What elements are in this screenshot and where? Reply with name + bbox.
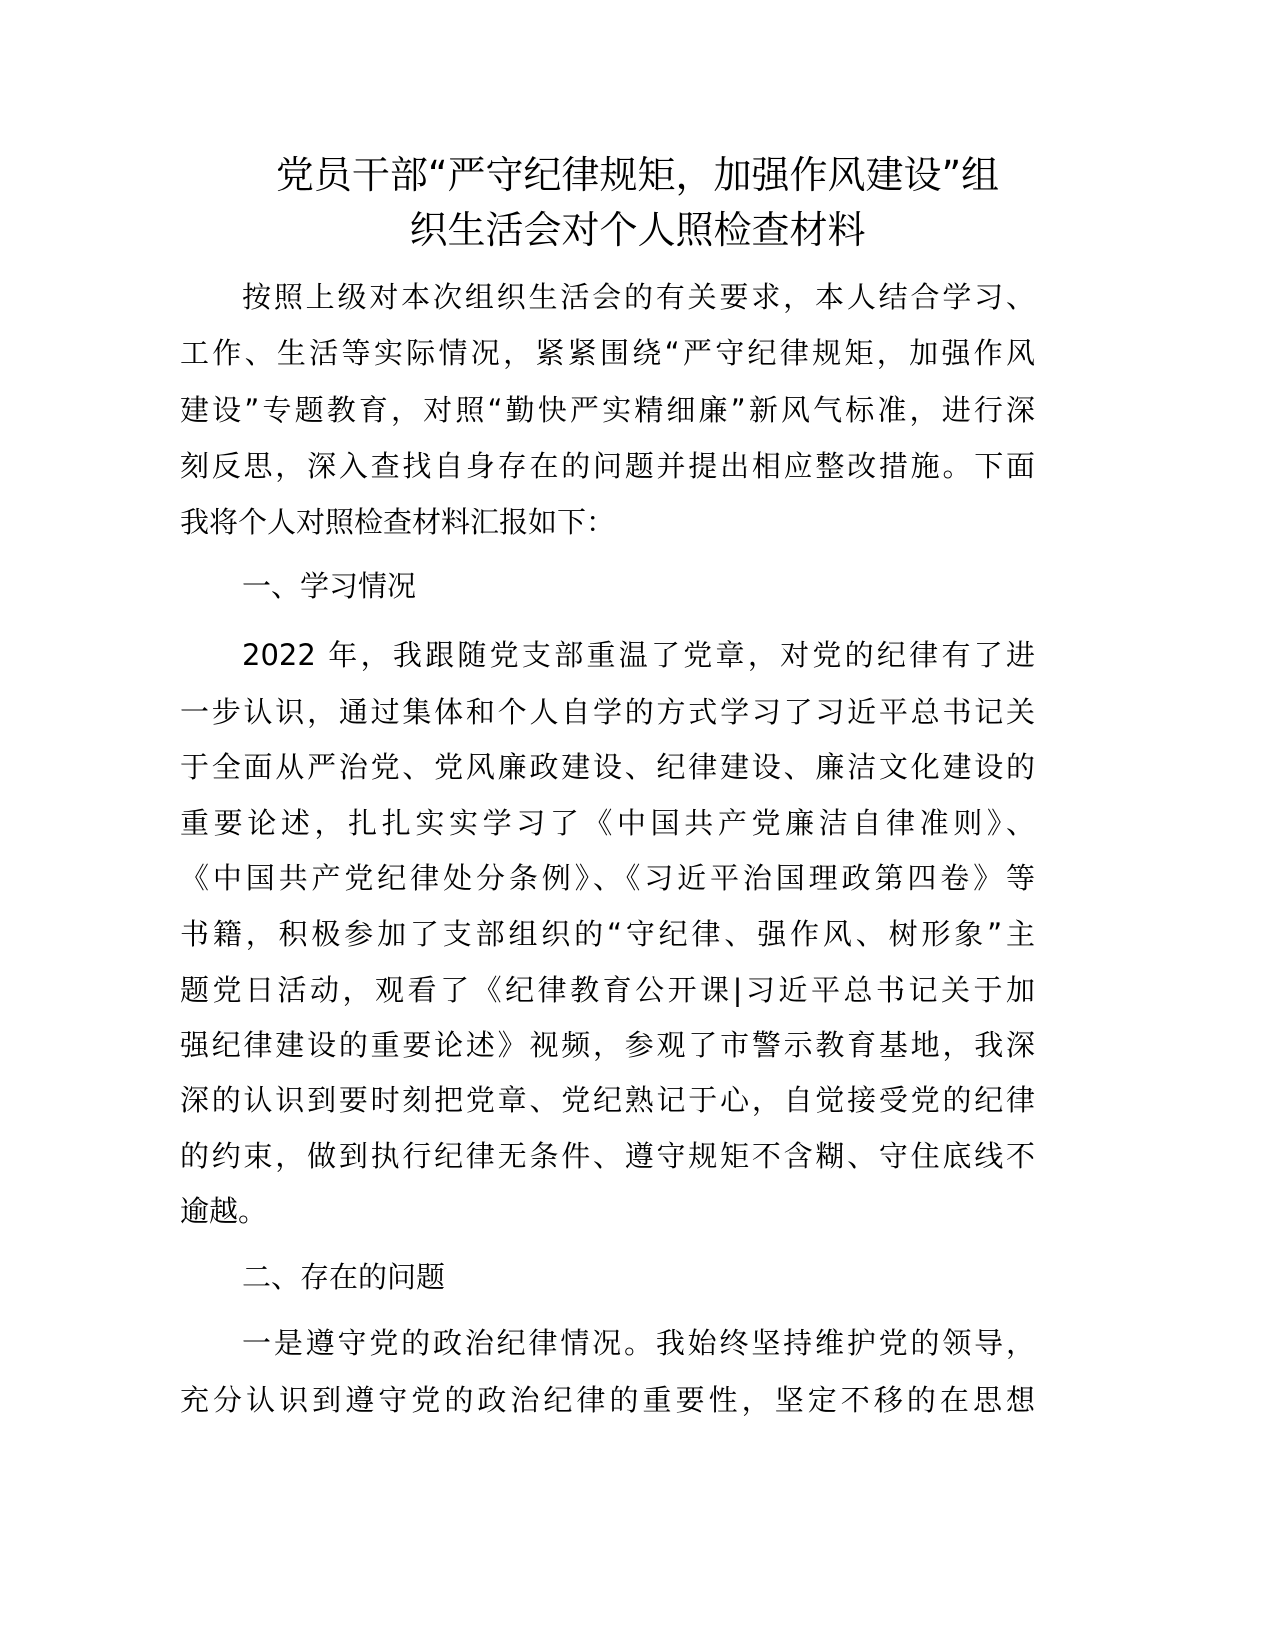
text-line: 重要论述，扎扎实实学习了《中国共产党廉洁自律准则》、 [180, 806, 1035, 840]
section-heading-problems: 二、存在的问题 [242, 1260, 446, 1294]
text-line: 强纪律建设的重要论述》视频，参观了市警示教育基地，我深 [180, 1028, 1035, 1062]
title-line-1: 党员干部“严守纪律规矩，加强作风建设”组 [275, 153, 1000, 197]
text-line: 逾越。 [180, 1194, 268, 1228]
text-line: 按照上级对本次组织生活会的有关要求，本人结合学习、 [242, 280, 1035, 314]
text-line: 《中国共产党纪律处分条例》、《习近平治国理政第四卷》等 [180, 861, 1035, 895]
text-line: 题党日活动，观看了《纪律教育公开课|习近平总书记关于加 [180, 973, 1035, 1007]
section-heading-study: 一、学习情况 [242, 569, 417, 603]
text-line: 充分认识到遵守党的政治纪律的重要性，坚定不移的在思想 [180, 1383, 1035, 1417]
text-line: 建设”专题教育，对照“勤快严实精细廉”新风气标准，进行深 [180, 393, 1035, 427]
text-line: 的约束，做到执行纪律无条件、遵守规矩不含糊、守住底线不 [180, 1139, 1035, 1173]
text-line: 2022 年，我跟随党支部重温了党章，对党的纪律有了进 [242, 638, 1035, 672]
text-line: 刻反思，深入查找自身存在的问题并提出相应整改措施。下面 [180, 449, 1035, 483]
title-line-2: 织生活会对个人照检查材料 [409, 208, 866, 252]
text-line: 于全面从严治党、党风廉政建设、纪律建设、廉洁文化建设的 [180, 750, 1035, 784]
text-line: 一步认识，通过集体和个人自学的方式学习了习近平总书记关 [180, 695, 1035, 729]
text-line: 工作、生活等实际情况，紧紧围绕“严守纪律规矩，加强作风 [180, 336, 1035, 370]
text-line: 一是遵守党的政治纪律情况。我始终坚持维护党的领导， [242, 1326, 1035, 1360]
text-line: 书籍，积极参加了支部组织的“守纪律、强作风、树形象”主 [180, 917, 1035, 951]
text-line: 深的认识到要时刻把党章、党纪熟记于心，自觉接受党的纪律 [180, 1083, 1035, 1117]
text-line: 我将个人对照检查材料汇报如下： [180, 505, 616, 539]
